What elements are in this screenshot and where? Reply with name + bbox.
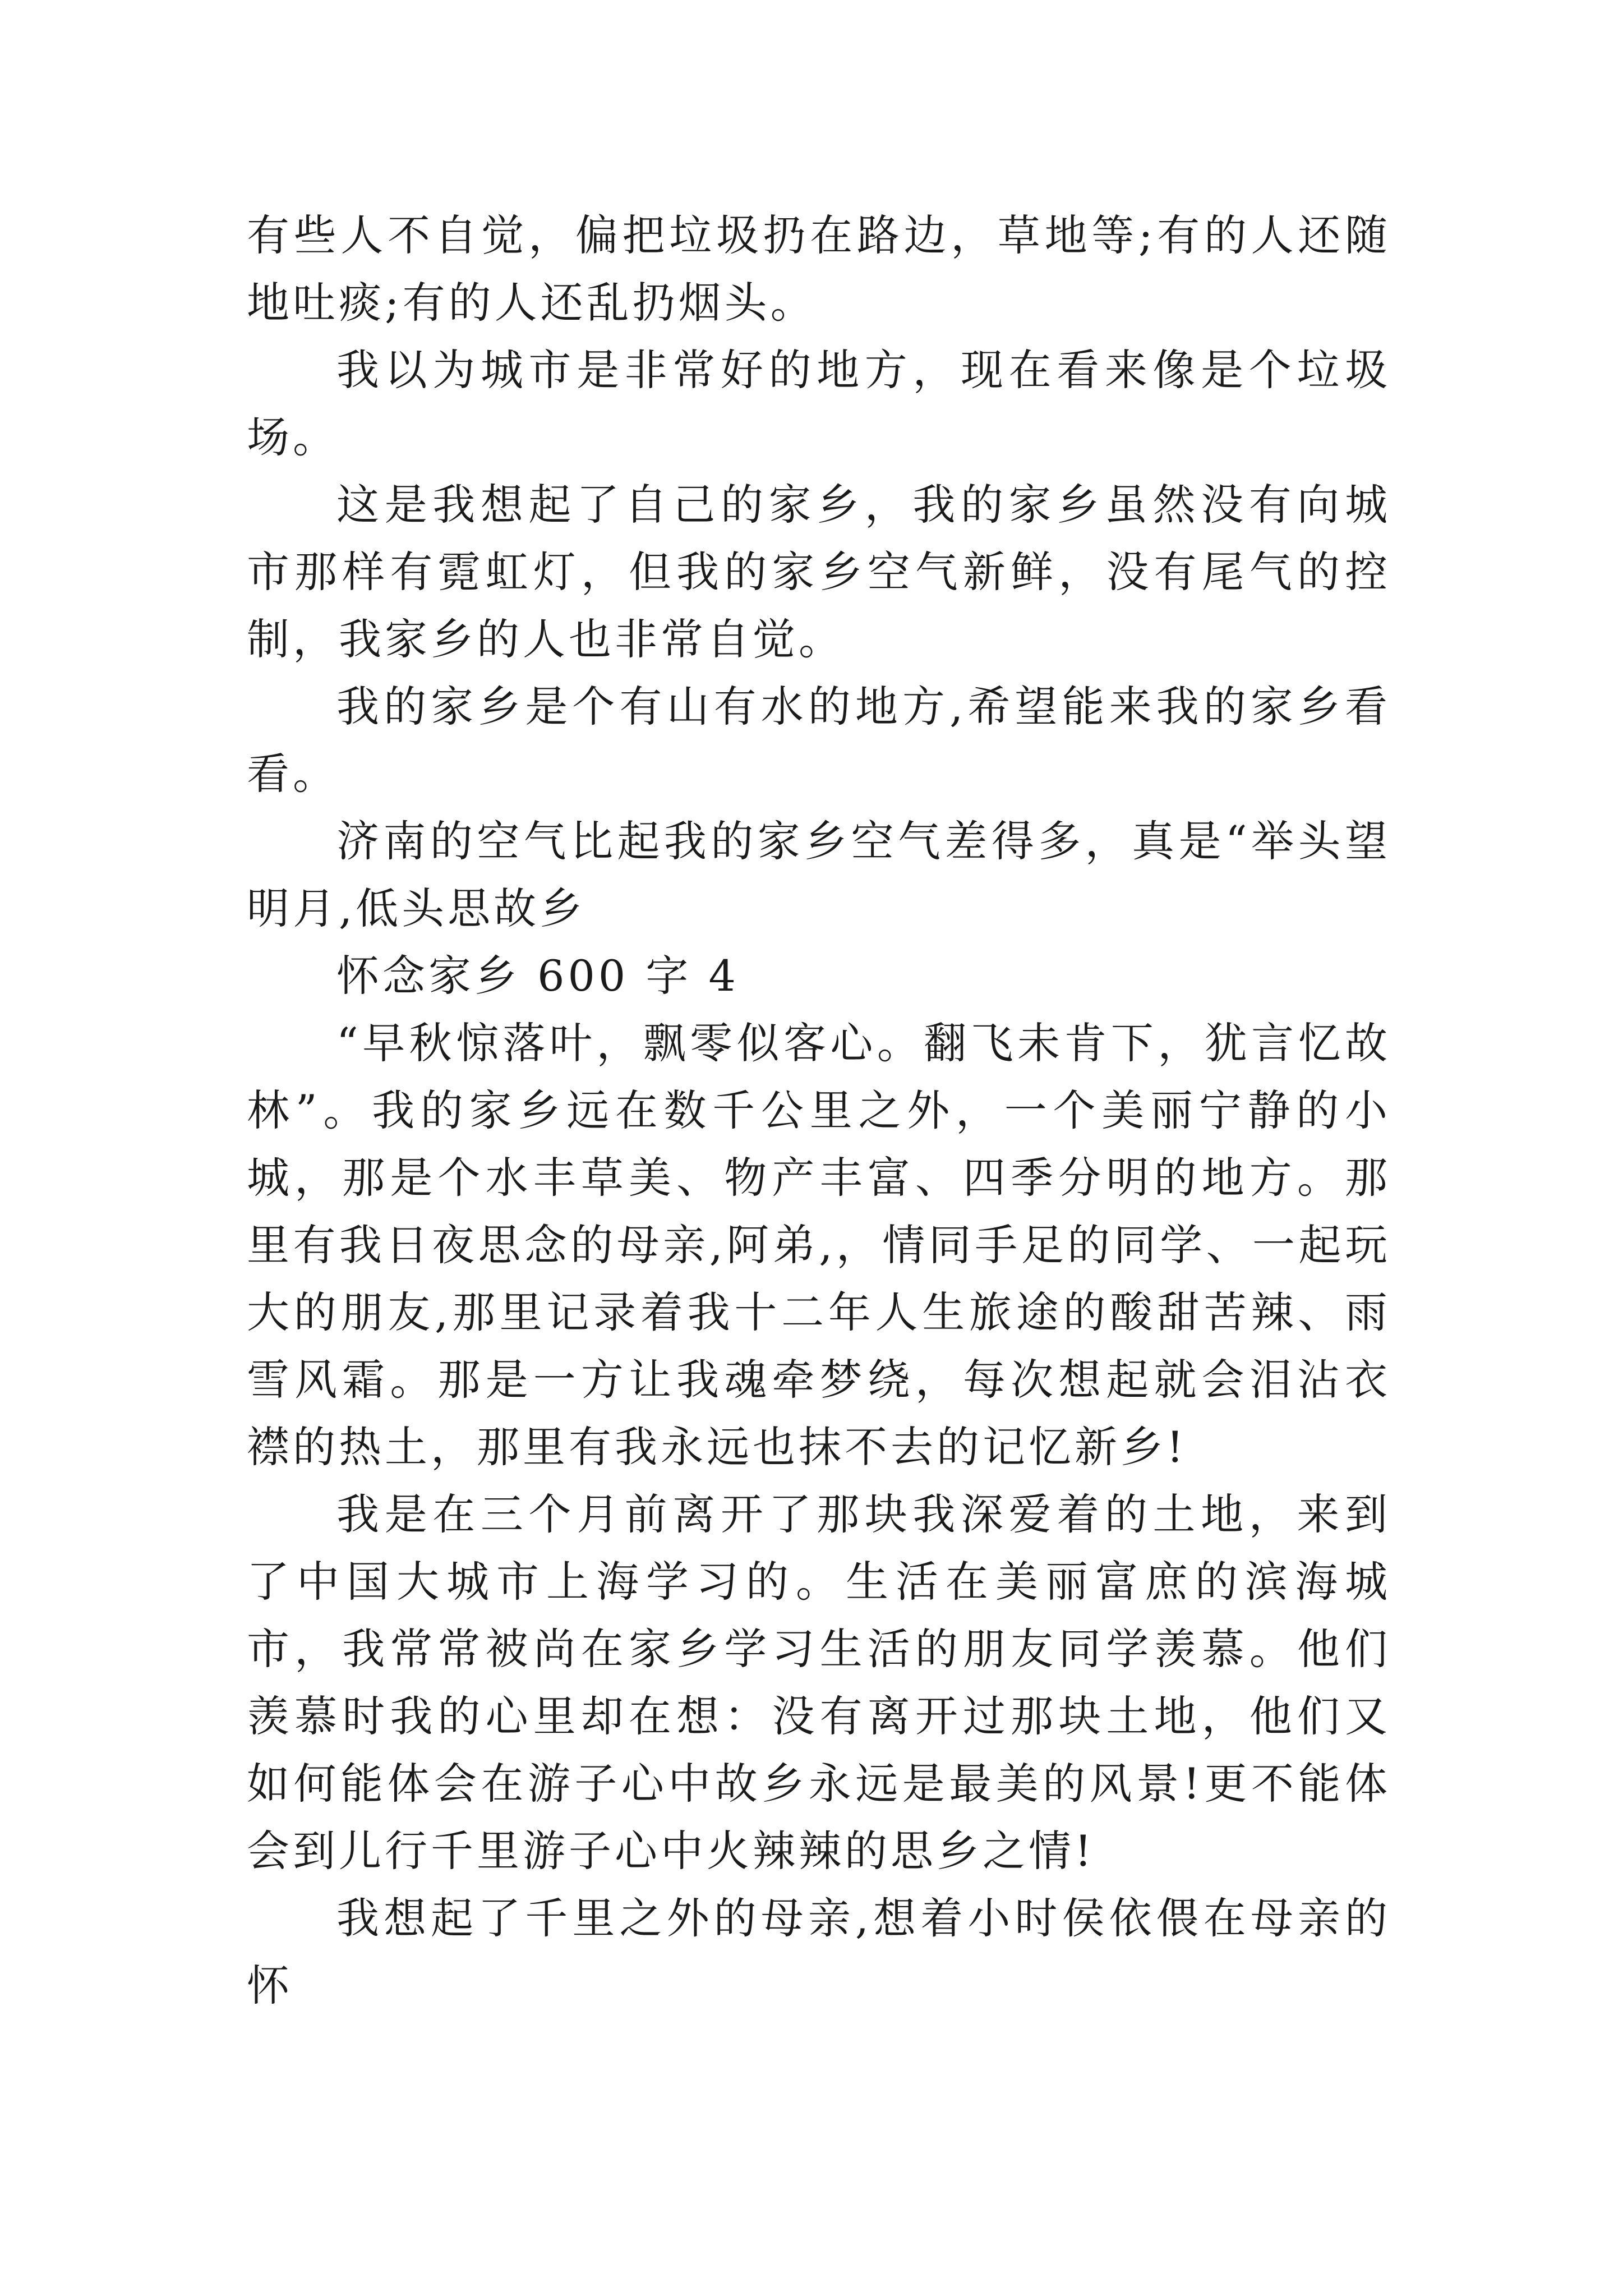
paragraph-autumn-poem: “早秋惊落叶，飘零似客心。翻飞未肯下，犹言忆故林”。我的家乡远在数千公里之外，一个美丽宁静的小城，那是个水丰草美、物产丰富、四季分明的地方。那里有我日夜思念的母亲,阿弟,，情同手足的同学、一起玩大的朋友,那里记录着我十二年人生旅途的酸甜苦辣、雨雪风霜。那是一方让我魂牵梦绕，每次想起就会泪沾衣襟的热土，那里有我永远也抹不去的记忆新乡! — [247, 1018, 1391, 1472]
essay-title: 怀念家乡 600 字 4 — [336, 951, 739, 1001]
paragraph-shanghai: 我是在三个月前离开了那块我深爱着的土地，来到了中国大城市上海学习的。生活在美丽富庶的滨海城市，我常常被尚在家乡学习生活的朋友同学羡慕。他们羡慕时我的心里却在想：没有离开过那块土地，他们又如何能体会在游子心中故乡永远是最美的风景!更不能体会到儿行千里游子心中火辣辣的思乡之情! — [247, 1489, 1391, 1876]
paragraph-mother: 我想起了千里之外的母亲,想着小时侯依偎在母亲的怀 — [247, 1893, 1391, 2010]
paragraph-jinan-air: 济南的空气比起我的家乡空气差得多，真是“举头望明月,低头思故乡 — [247, 816, 1391, 933]
paragraph-hometown-memory: 这是我想起了自己的家乡，我的家乡虽然没有向城市那样有霓虹灯，但我的家乡空气新鲜，没有尾气的控制，我家乡的人也非常自觉。 — [247, 480, 1391, 664]
paragraph-city-opinion: 我以为城市是非常好的地方，现在看来像是个垃圾场。 — [247, 345, 1391, 462]
body-text — [247, 202, 1391, 2019]
paragraph-litter: 有些人不自觉，偏把垃圾扔在路边，草地等;有的人还随地吐痰;有的人还乱扔烟头。 — [247, 210, 1391, 328]
paragraph-hometown-mountains: 我的家乡是个有山有水的地方,希望能来我的家乡看看。 — [247, 682, 1391, 799]
